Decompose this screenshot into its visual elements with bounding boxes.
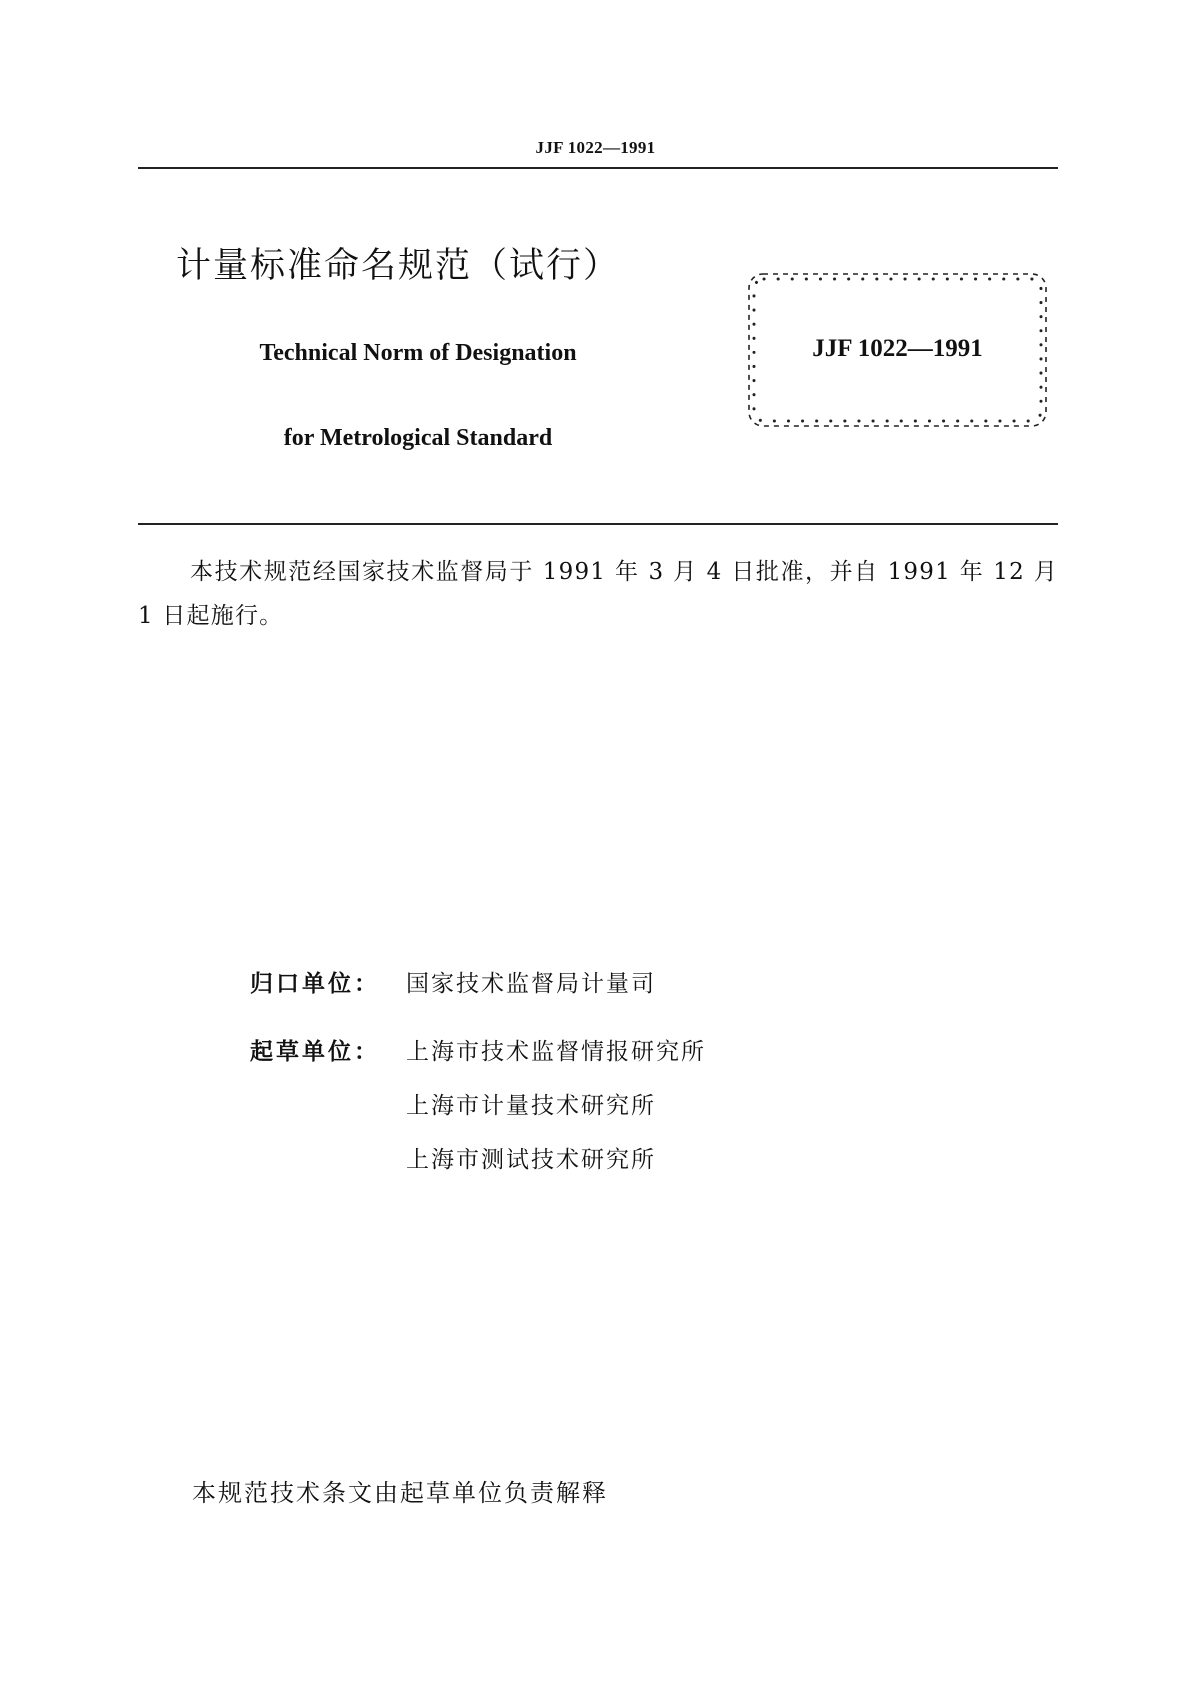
english-title-line-1: Technical Norm of Designation — [259, 340, 577, 366]
responsible-unit-value: 国家技术监督局计量司 — [406, 971, 656, 997]
section-rule — [138, 523, 1058, 525]
running-header-code: JJF 1022—1991 — [535, 138, 656, 157]
drafting-unit-1: 上海市技术监督情报研究所 — [406, 1039, 706, 1065]
standard-code: JJF 1022—1991 — [812, 335, 983, 362]
drafting-unit-2: 上海市计量技术研究所 — [406, 1093, 656, 1119]
drafting-unit-label: 起草单位： — [250, 1039, 380, 1065]
english-title-line-2: for Metrological Standard — [283, 425, 553, 451]
interpretation-note: 本规范技术条文由起草单位负责解释 — [192, 1479, 608, 1507]
drafting-unit-3: 上海市测试技术研究所 — [406, 1147, 656, 1173]
approval-statement: 本技术规范经国家技术监督局于 1991 年 3 月 4 日批准，并自 1991 年 12 月 1 日起施行。 — [138, 559, 1058, 629]
chinese-title: 计量标准命名规范（试行） — [176, 246, 621, 286]
header-rule — [138, 167, 1058, 169]
responsible-unit-label: 归口单位： — [250, 971, 380, 997]
